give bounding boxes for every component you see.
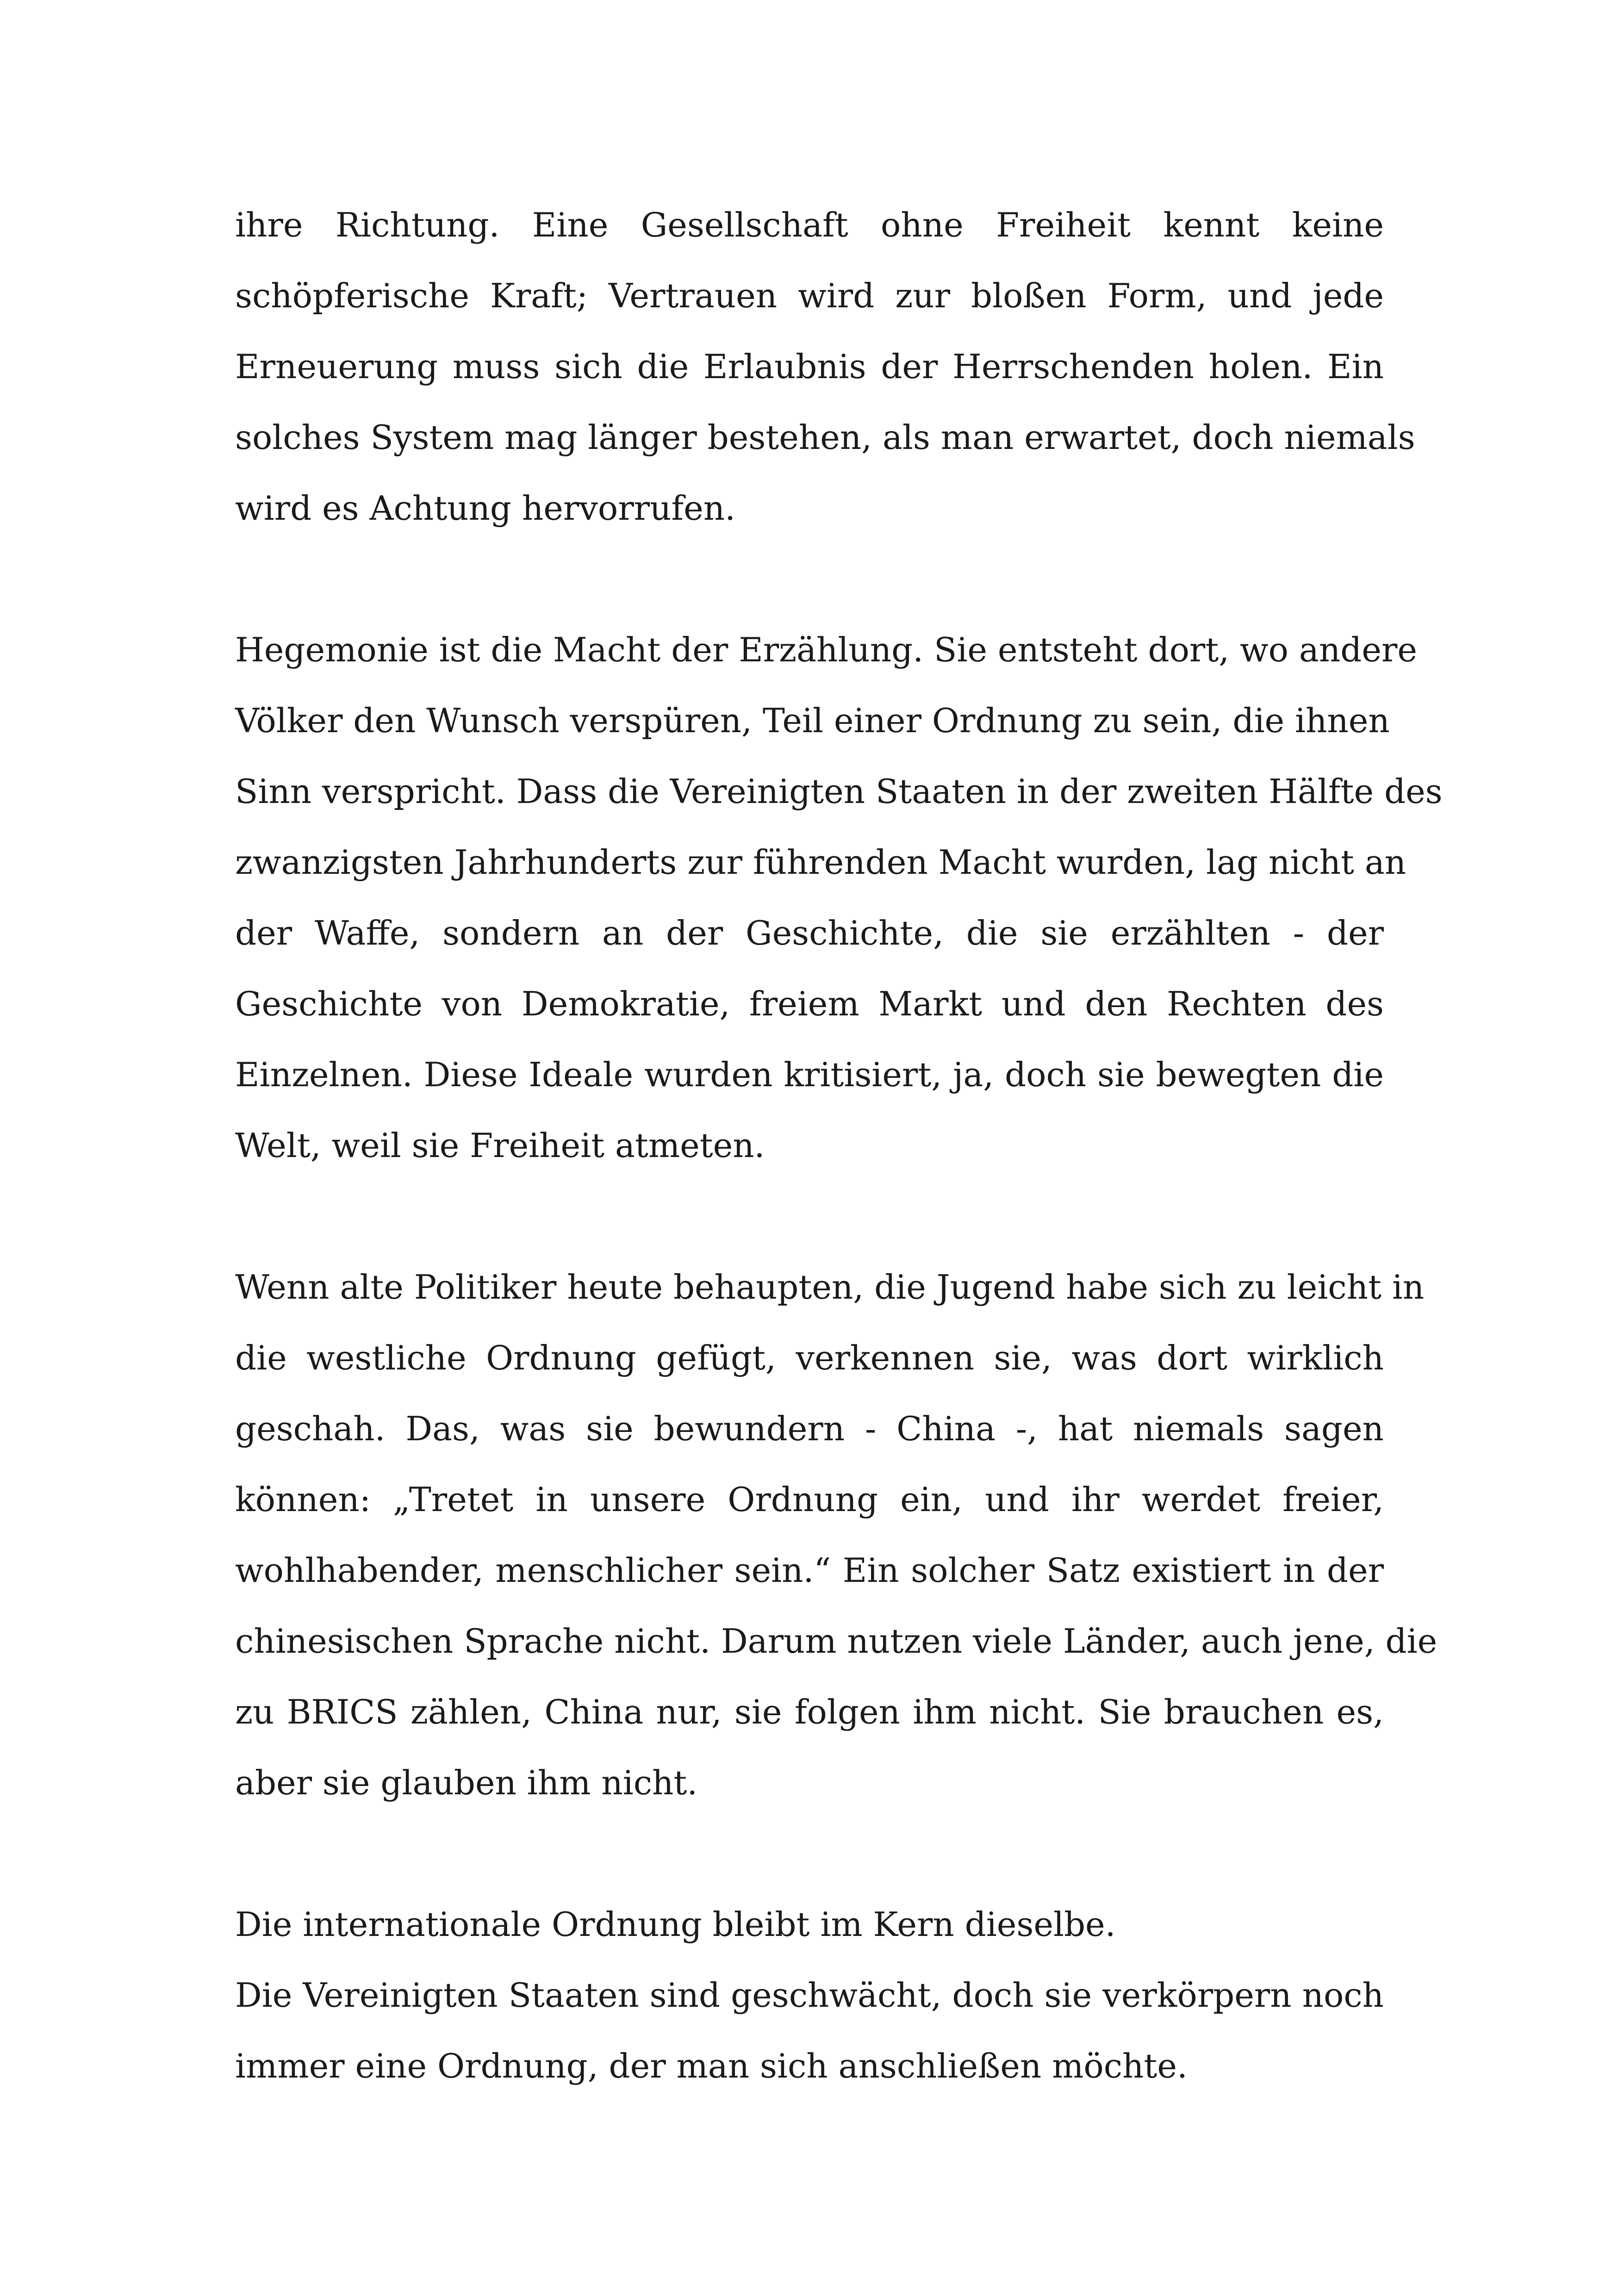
paragraph-3 xyxy=(235,1252,1438,1818)
paragraph-4 xyxy=(235,1889,1384,2102)
paragraph-1 xyxy=(235,190,1415,544)
body-text xyxy=(235,190,1443,2102)
text-line: die westliche Ordnung gefügt, verkennen sie, was dort wirklich xyxy=(235,1338,1384,1377)
text-line: zu BRICS zählen, China nur, sie folgen ihm nicht. Sie brauchen es, xyxy=(235,1692,1384,1731)
text-line: Völker den Wunsch verspüren, Teil einer Ordnung zu sein, die ihnen xyxy=(235,701,1390,740)
text-line: Die internationale Ordnung bleibt im Kern dieselbe. xyxy=(235,1905,1116,1944)
text-line: wird es Achtung hervorrufen. xyxy=(235,489,735,528)
text-line: Die Vereinigten Staaten sind geschwächt, doch sie verkörpern noch xyxy=(235,1976,1384,2015)
text-line: geschah. Das, was sie bewundern - China -, hat niemals sagen xyxy=(235,1409,1384,1448)
text-line: zwanzigsten Jahrhunderts zur führenden Macht wurden, lag nicht an xyxy=(235,843,1406,882)
text-line: Sinn verspricht. Dass die Vereinigten Staaten in der zweiten Hälfte des xyxy=(235,772,1443,811)
text-line: Erneuerung muss sich die Erlaubnis der Herrschenden holen. Ein xyxy=(235,347,1384,386)
text-line: aber sie glauben ihm nicht. xyxy=(235,1763,698,1802)
text-line: der Waffe, sondern an der Geschichte, die sie erzählten - der xyxy=(235,914,1384,952)
text-line: Geschichte von Demokratie, freiem Markt und den Rechten des xyxy=(235,984,1384,1023)
text-line: ihre Richtung. Eine Gesellschaft ohne Freiheit kennt keine xyxy=(235,205,1384,244)
text-line: chinesischen Sprache nicht. Darum nutzen viele Länder, auch jene, die xyxy=(235,1622,1438,1661)
text-line: können: „Tretet in unsere Ordnung ein, und ihr werdet freier, xyxy=(235,1480,1384,1519)
text-line: solches System mag länger bestehen, als man erwartet, doch niemals xyxy=(235,418,1415,457)
text-line: Welt, weil sie Freiheit atmeten. xyxy=(235,1126,765,1165)
text-line: immer eine Ordnung, der man sich anschließen möchte. xyxy=(235,2047,1188,2085)
text-line: wohlhabender, menschlicher sein.“ Ein solcher Satz existiert in der xyxy=(235,1551,1384,1590)
text-line: Einzelnen. Diese Ideale wurden kritisiert, ja, doch sie bewegten die xyxy=(235,1055,1384,1094)
text-line: Hegemonie ist die Macht der Erzählung. Sie entsteht dort, wo andere xyxy=(235,630,1417,669)
paragraph-2 xyxy=(235,615,1443,1181)
text-line: schöpferische Kraft; Vertrauen wird zur bloßen Form, und jede xyxy=(235,276,1384,315)
text-line: Wenn alte Politiker heute behaupten, die Jugend habe sich zu leicht in xyxy=(235,1268,1425,1307)
